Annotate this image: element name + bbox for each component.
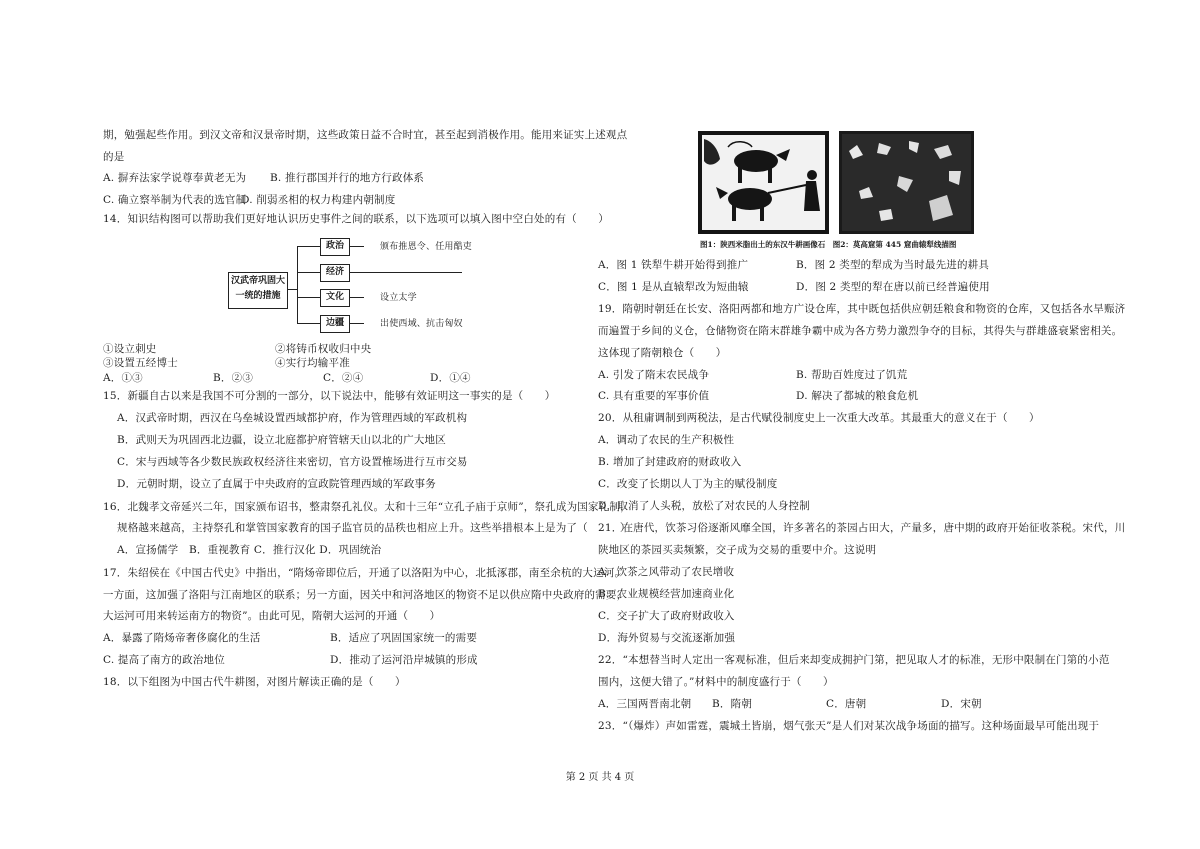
q22-option-d: D．宋朝	[941, 698, 982, 710]
q13-text-line-1: 期，勉强起些作用。到汉文帝和汉景帝时期，这些政策日益不合时宜，甚至起到消极作用。能用来证实上述观点	[103, 129, 628, 141]
figure-caption: 图1：陕西米脂出土的东汉牛耕画像石 图2：莫高窟第 445 窟曲辕犁线描图	[700, 240, 957, 249]
q22-option-c: C．唐朝	[826, 698, 867, 710]
q13-option-b: B. 推行郡国并行的地方行政体系	[270, 172, 425, 184]
q23-question: 23．“（爆炸）声如雷霆，震城土皆崩，烟气张天”是人们对某次战争场面的描写。这种场面最早可能出现于	[598, 720, 1100, 732]
q20-option-d: D．取消了人头税，放松了对农民的人身控制	[598, 500, 810, 512]
diagram-connector	[297, 272, 320, 273]
q15-question: 15．新疆自古以来是我国不可分割的一部分，以下说法中，能够有效证明这一事实的是（ ）	[103, 390, 556, 402]
q14-item-4: ④实行均输平准	[275, 357, 350, 369]
q18-option-a: A．图 1 铁犁牛耕开始得到推广	[598, 259, 749, 271]
q15-option-b: B．武则天为巩固西北边疆，设立北庭都护府管辖天山以北的广大地区	[117, 434, 446, 446]
diagram-arrow-line	[350, 323, 364, 324]
q20-option-c: C．改变了长期以人丁为主的赋役制度	[598, 478, 778, 490]
diagram-connector	[297, 323, 320, 324]
q19-option-c: C. 具有重要的军事价值	[598, 390, 710, 402]
diagram-connector	[297, 297, 320, 298]
diagram-center-line-1: 汉武帝巩固大	[230, 276, 285, 286]
q20-question: 20．从租庸调制到两税法，是古代赋役制度史上一次重大改革。其最重大的意义在于（ ）	[598, 412, 1040, 424]
q15-option-c: C．宋与西域等各少数民族政权经济往来密切，官方设置榷场进行互市交易	[117, 456, 468, 468]
q17-line-1: 17．朱绍侯在《中国古代史》中指出，“隋炀帝即位后，开通了以洛阳为中心，北抵涿郡，南至余杭的大运河。	[103, 567, 626, 579]
q14-question: 14．知识结构图可以帮助我们更好地认识历史事件之间的联系，以下选项可以填入图中空白处的有（ ）	[103, 213, 609, 225]
q22-option-b: B．隋朝	[712, 698, 753, 710]
q17-option-b: B．适应了巩固国家统一的需要	[330, 632, 478, 644]
q20-option-a: A．调动了农民的生产积极性	[598, 434, 735, 446]
q19-option-a: A. 引发了隋末农民战争	[598, 369, 710, 381]
q15-option-a: A．汉武帝时期，西汉在乌垒城设置西域都护府，作为管理西域的军政机构	[117, 412, 468, 424]
q14-option-d: D．①④	[430, 372, 471, 384]
q14-item-2: ②将铸币权收归中央	[275, 343, 372, 355]
q14-option-a: A．①③	[103, 372, 143, 384]
q13-option-d: D. 削弱丞相的权力构建内朝制度	[241, 194, 396, 206]
diagram-center-box	[228, 272, 288, 309]
q17-option-c: C. 提高了南方的政治地位	[103, 654, 225, 666]
q14-item-3: ③设置五经博士	[103, 357, 178, 369]
diagram-arrow-line	[350, 246, 364, 247]
diagram-blank-line	[350, 272, 462, 273]
q22-line-1: 22．“本想替当时人定出一客观标准，但后来却变成拥护门第，把见取人才的标准，无形中限制在门第的小范	[598, 654, 1110, 666]
ox-plow-relief-drawing	[698, 131, 829, 234]
q18-option-c: C．图 1 是从直辕犁改为短曲辕	[598, 281, 749, 293]
diagram-culture-text: 设立太学	[380, 293, 417, 303]
q19-line-1: 19．隋朝时朝廷在长安、洛阳两都和地方广设仓库，其中既包括供应朝廷粮食和物资的仓库，又包括各水旱赈济	[598, 303, 1126, 315]
q18-option-d: D．图 2 类型的犁在唐以前已经普遍使用	[796, 281, 990, 293]
q16-line-2: 规格越来越高，主持祭孔和掌管国家教育的国子监官员的品秩也相应上升。这些举措根本上是为了（ ）	[117, 522, 631, 534]
q21-option-d: D．海外贸易与交流逐渐加强	[598, 632, 736, 644]
q21-line-2: 陕地区的茶园买卖频繁，交子成为交易的重要中介。这说明	[598, 544, 877, 556]
q15-option-d: D．元朝时期，设立了直属于中央政府的宣政院管理西域的军政事务	[117, 478, 436, 490]
diagram-branch-politics: 政治	[320, 238, 350, 256]
page-footer: 第 2 页 共 4 页	[565, 772, 635, 783]
q19-option-d: D. 解决了都城的粮食危机	[796, 390, 919, 402]
diagram-branch-culture: 文化	[320, 289, 350, 307]
q13-option-a: A. 摒弃法家学说尊奉黄老无为	[103, 172, 247, 184]
diagram-branch-frontier: 边疆	[320, 315, 350, 333]
q14-item-1: ①设立刺史	[103, 343, 157, 355]
q17-line-2: 一方面，这加强了洛阳与江南地区的联系；另一方面，因关中和河洛地区的物资不足以供应隋中央政府的需要，	[103, 589, 628, 601]
q13-text-line-2: 的是	[103, 151, 125, 163]
q17-option-d: D．推动了运河沿岸城镇的形成	[330, 654, 478, 666]
q21-option-c: C．交子扩大了政府财政收入	[598, 610, 735, 622]
diagram-branch-economy: 经济	[320, 264, 350, 282]
q22-option-a: A．三国两晋南北朝	[598, 698, 692, 710]
q13-option-c: C. 确立察举制为代表的选官制	[103, 194, 247, 206]
q18-option-b: B．图 2 类型的犁成为当时最先进的耕具	[796, 259, 990, 271]
diagram-politics-text: 颁布推恩令、任用酷吏	[380, 242, 473, 252]
curved-plow-drawing-image	[839, 131, 974, 234]
q19-option-b: B. 帮助百姓度过了饥荒	[796, 369, 908, 381]
diagram-bracket	[297, 246, 298, 324]
ox-plow-relief-image	[698, 131, 829, 234]
q17-line-3: 大运河可用来转运南方的物资”。由此可见，隋朝大运河的开通（ ）	[103, 610, 441, 622]
diagram-arrow-line	[350, 297, 364, 298]
q21-option-a: A．饮茶之风带动了农民增收	[598, 566, 735, 578]
diagram-center-line-2: 一统的措施	[235, 291, 281, 301]
q22-line-2: 围内，这便大错了。”材料中的制度盛行于（ ）	[598, 676, 834, 688]
q21-option-b: B．农业规模经营加速商业化	[598, 588, 735, 600]
diagram-connector	[297, 246, 320, 247]
q19-line-3: 这体现了隋朝粮仓（ ）	[598, 347, 727, 359]
q17-option-a: A．暴露了隋炀帝奢侈腐化的生活	[103, 632, 261, 644]
q16-line-1: 16．北魏孝文帝延兴二年，国家颁布诏书，整肃祭孔礼仪。太和十三年“立孔子庙于京师”，祭孔成为国家礼制，	[103, 501, 631, 513]
curved-plow-drawing	[839, 131, 974, 234]
q19-line-2: 而遍置于乡间的义仓，仓储物资在隋末群雄争霸中成为各方势力激烈争夺的目标，其得失与群雄盛衰紧密相关。	[598, 325, 1123, 337]
q21-line-1: 21．在唐代，饮茶习俗逐渐风靡全国，许多著名的茶园占田大，产量多，唐中期的政府开始征收茶税。宋代，川	[598, 522, 1126, 534]
q20-option-b: B. 增加了封建政府的财政收入	[598, 456, 742, 468]
q16-options: A．宣扬儒学 B．重视教育 C．推行汉化 D．巩固统治	[117, 544, 382, 556]
diagram-frontier-text: 出使西域、抗击匈奴	[380, 319, 463, 329]
q14-option-b: B．②③	[213, 372, 254, 384]
q18-question: 18．以下组图为中国古代牛耕图，对图片解读正确的是（ ）	[103, 676, 406, 688]
q14-option-c: C．②④	[323, 372, 364, 384]
